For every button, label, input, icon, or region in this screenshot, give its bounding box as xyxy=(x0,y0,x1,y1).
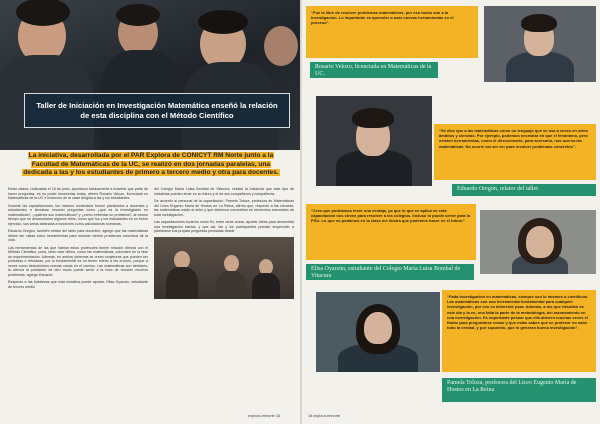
page-footer: explora-rmnorte 16 xyxy=(248,414,281,418)
portrait-pamela xyxy=(316,292,440,372)
person-body xyxy=(252,273,280,299)
hero-photo xyxy=(0,0,300,150)
quote-elisa: “Creo que podríamos tener una ventaja, ya que lo que se aplica en esta capacitación nos sirven para resolver a los colegios. Incluso lo puede servir para la PSU. Lo que no podamos en la clase me ilustra que podemos hacer en el futuro”. xyxy=(306,204,476,260)
caption-pamela: Pamela Toloza, profesora del Liceo Eugenio María de Hostos en La Reina xyxy=(442,378,596,402)
quote-pamela: “Falta investigación en matemáticas, siempre son lo mismos o científicos. Las matemáticas son una herramienta fundamental para cualquier investigación, por eso es inherente para. Además, a los que estudian es este día y la en, una falta la parte de la metodología, del razonamiento en una investigación. Es importante pensar que ella atienen muchas veces el titular para preguntarse cosas y que estás sabes qué se profesor no sabe todo la verdad, y por supuesto, que lo generan buena investigación”. xyxy=(442,290,596,372)
person-body xyxy=(166,267,198,299)
page-footer: 18 explora-rmnorte xyxy=(308,414,341,418)
person-face xyxy=(526,226,554,258)
student-hair xyxy=(116,4,160,26)
quote-rosario: “Fue la libre de resolver problemas matemáticos, por eso todos son a la investigación. Lo importante es aprender a usar nuevas herramientas en el proceso”. xyxy=(306,6,478,58)
paragraph: De acuerdo al personal de la capacitación, Pamela Toloza, profesora de Matemáticas del Liceo Eugenio María de Hostos en La Reina, afirmó que, respecto a las ciencias, las matemáticas están al debe y que debemos convertirse en elementos esenciales de toda investigación. xyxy=(154,199,294,217)
caption-elisa: Elisa Oyarzún, estudiante del Colegio María Luisa Bombal de Vitacura xyxy=(306,264,474,280)
student-face xyxy=(264,26,298,66)
paragraph: Las herramientas de las que hablan estos profesores tienen relación directa con el Método Científico, pues, tanto este último, como las matemáticas, coinciden en la fase de experimentación. Además, en ambos sistemas se crean conjeturas que pueden ser probadas o refutadas, por lo fundamental es no temer miedo a los errores, porque a veces como descubrimos nuevas cosas en el camino. Las matemáticas son similares, la ciencia la población de otro modo puede servir a la hora de resolver muchos problemas, agregó Eduardo. xyxy=(8,245,148,277)
caption-eduardo: Eduardo Oregón, relator del taller. xyxy=(452,184,596,196)
right-page xyxy=(302,0,600,424)
portrait-eduardo xyxy=(316,96,432,186)
paragraph: del Colegio María Luisa Bombal de Vitacura, resaltó la instancia que este tipo de iniciativas pueden tener en su futuro y el de sus compañeros y compañeras. xyxy=(154,187,294,196)
body-column-2 xyxy=(154,187,294,413)
person-face xyxy=(224,255,239,272)
portrait-rosario xyxy=(484,6,596,82)
portrait-elisa xyxy=(480,210,596,274)
classroom-photo xyxy=(154,237,294,299)
paragraph: Respecto a las fortalezas que esta iniciativa puede aportar, Elisa Oyarzún, estudiante de tercero medio xyxy=(8,280,148,289)
quote-eduardo: “Se dice que a las matemáticas como un lenguaje que se usa a veces en otros ámbitos y ciencias. Por ejemplo, podemos necesitar en que el fenómeno, pero existen herramientas, como el direccionario, para acercarlo, nos acerca las matemáticas. No ocurre así sin ver para resolver problemas concretos”. xyxy=(434,124,596,180)
paragraph: Durante las capacitaciones, los mismos contenidos fueron planteados a docentes y estudiantes, e lanzaban resolver preguntas como ¿qué es la investigación en matemáticas?, ¿quiénes son matemáticos? y ¿cómo enfrentar un problema?, al mismo tiempo que se desarrollaron algunos retos, como que los y los estudiantes en un breve ejercicio, sus areas abstracta a funciones como calculadoras humanas. xyxy=(8,203,148,226)
paragraph: Eduardo Oregón, también relator del taller para docentes, agregó que las matemáticas deben ser vistas como herramientas para resolver ciertos problemas concretos de la vida. xyxy=(8,229,148,242)
paragraph: Estas clases, realizadas el 16 de junio, apuntaron básicamente a enseñar que parte de hacer preguntas, es no poder resolverlas todas, afirmó Rosario Velozo, licenciada en Matemáticas de la UC e instructor de la clase dirigida a las y los estudiantes. xyxy=(8,187,148,200)
lead-paragraph: La iniciativa, desarrollada por el PAR Explora de CONICYT RM Norte junto a la Facultad de Matemáticas de la UC, se realizó en dos jornadas paralelas, una dedicada a las y los estudiantes de primero a tercero medio y otra para docentes. xyxy=(23,152,279,177)
article-title: Taller de Iniciación en Investigación Matemática enseñó la relación de esta disciplina con el Método Científico xyxy=(24,93,290,128)
person-hair xyxy=(521,14,557,32)
person-body xyxy=(506,52,574,82)
person-face xyxy=(174,251,190,269)
paragraph: Las capacitaciones tuvieron como fin, entre otras cosas, aportar ideas para desarrollar una investigación básica, y que así, las y los participantes puedan emprender a plantearse sus propias preguntas pensadas desde xyxy=(154,220,294,233)
student-hair xyxy=(198,10,248,34)
caption-rosario: Rosario Velozo, licenciada en Matemáticas de la UC. xyxy=(310,62,438,78)
person-body xyxy=(216,271,246,299)
person-hair xyxy=(352,108,394,128)
body-column-1 xyxy=(8,187,148,413)
person-face xyxy=(364,312,392,344)
body-columns xyxy=(8,187,294,413)
